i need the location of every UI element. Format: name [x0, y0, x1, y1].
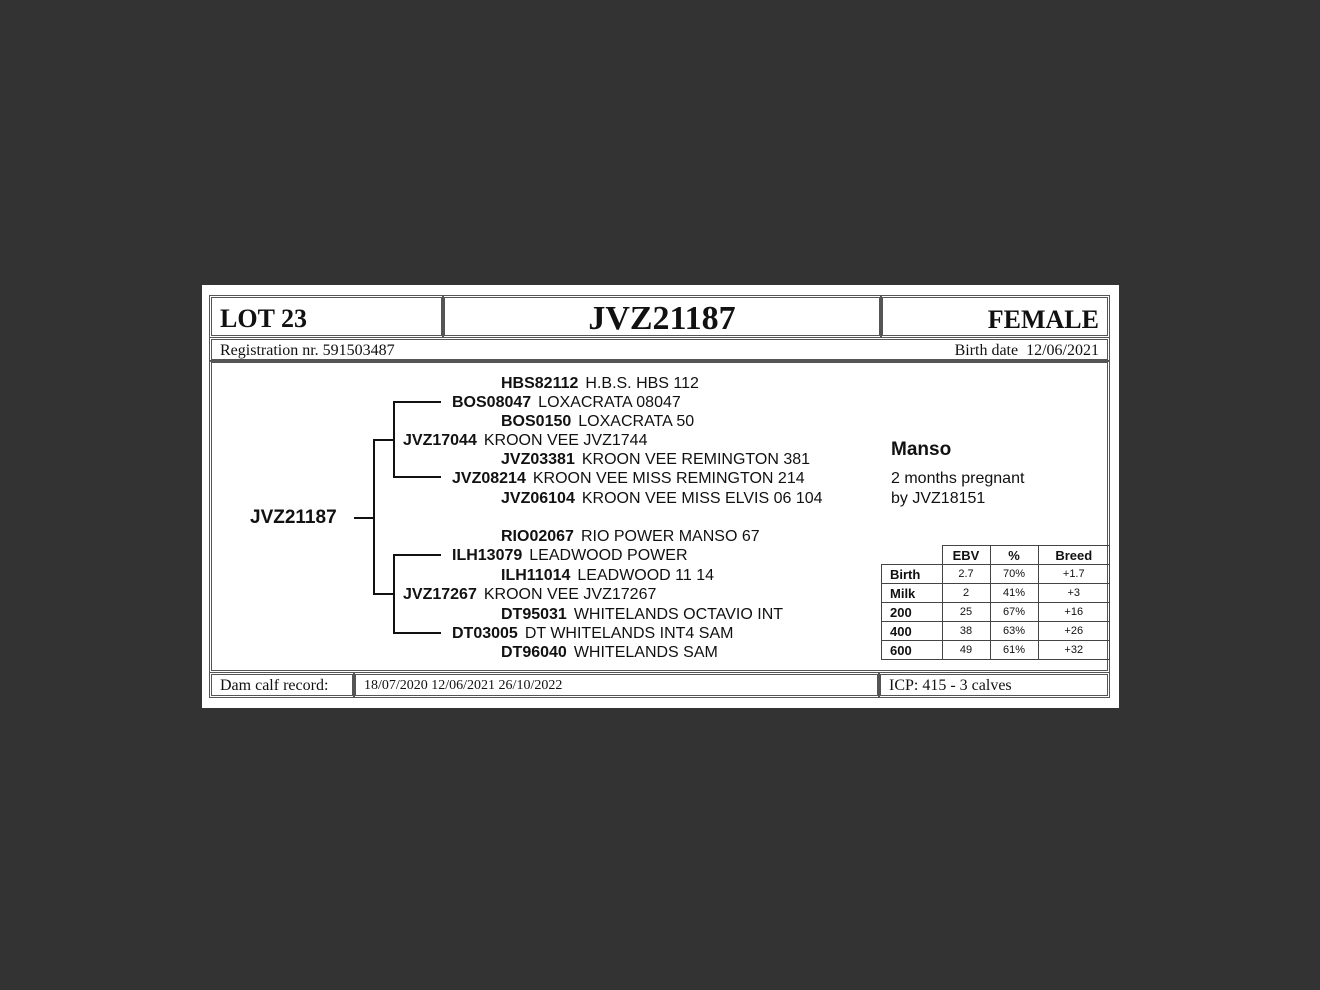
icp-box [878, 672, 1110, 698]
pedigree-sire-sire-sire: HBS82112 H.B.S. HBS 112 [501, 375, 699, 392]
calf-dates-box [353, 672, 880, 698]
lot-label: LOT 23 [220, 304, 307, 333]
calf-label-box [209, 672, 355, 698]
pedigree-sire-dam-dam: JVZ06104 KROON VEE MISS ELVIS 06 104 [501, 490, 823, 507]
pedigree-sire: JVZ17044 KROON VEE JVZ1744 [403, 432, 648, 449]
pedigree-subject: JVZ21187 [250, 507, 337, 528]
birth-date: Birth date 12/06/2021 [954, 342, 1099, 359]
pedigree-sire-dam: JVZ08214 KROON VEE MISS REMINGTON 214 [452, 470, 805, 487]
notes-service-sire: by JVZ18151 [891, 490, 986, 507]
pedigree-dam-dam-dam: DT96040 WHITELANDS SAM [501, 644, 718, 661]
pedigree-dam: JVZ17267 KROON VEE JVZ17267 [403, 586, 657, 603]
sire-vertical [393, 401, 395, 478]
gen1-vertical [373, 439, 375, 595]
pedigree-sire-sire: BOS08047 LOXACRATA 08047 [452, 394, 681, 411]
calf-record-dates: 18/07/2020 12/06/2021 26/10/2022 [364, 678, 563, 693]
ebv-table [881, 545, 1110, 660]
ebv-row: Birth 2.7 70% +1.7 [882, 565, 1110, 584]
pedigree-dam-dam-sire: DT95031 WHITELANDS OCTAVIO INT [501, 606, 784, 623]
sire-dam-branch [393, 476, 441, 478]
dam-dam-branch [393, 632, 441, 634]
notes-title: Manso [891, 439, 952, 460]
pedigree-dam-sire-sire: RIO02067 RIO POWER MANSO 67 [501, 528, 760, 545]
registration-number: Registration nr. 591503487 [220, 342, 395, 359]
pedigree-card [202, 285, 1119, 708]
pedigree-dam-dam: DT03005 DT WHITELANDS INT4 SAM [452, 625, 734, 642]
dam-branch [373, 593, 393, 595]
ebv-col-pct: % [990, 546, 1038, 565]
pedigree-sire-dam-sire: JVZ03381 KROON VEE REMINGTON 381 [501, 451, 811, 468]
sire-branch [373, 439, 393, 441]
ebv-row: 600 49 61% +32 [882, 641, 1110, 660]
icp-summary: ICP: 415 - 3 calves [889, 677, 1012, 694]
ebv-col-ebv: EBV [942, 546, 990, 565]
ebv-row: 400 38 63% +26 [882, 622, 1110, 641]
dam-sire-branch [393, 554, 441, 556]
pedigree-dam-sire-dam: ILH11014 LEADWOOD 11 14 [501, 567, 715, 584]
sire-sire-branch [393, 401, 441, 403]
ebv-col-breed: Breed [1038, 546, 1110, 565]
animal-id-box [442, 295, 882, 338]
notes-pregnancy: 2 months pregnant [891, 470, 1025, 487]
sex-label: FEMALE [987, 305, 1099, 334]
dam-vertical [393, 554, 395, 633]
registration-box [209, 337, 1110, 362]
animal-id-title: JVZ21187 [588, 300, 736, 337]
calf-record-label: Dam calf record: [220, 677, 329, 694]
pedigree-dam-sire: ILH13079 LEADWOOD POWER [452, 547, 688, 564]
ebv-row: 200 25 67% +16 [882, 603, 1110, 622]
sex-box [880, 295, 1110, 338]
ebv-row: Milk 2 41% +3 [882, 584, 1110, 603]
pedigree-sire-sire-dam: BOS0150 LOXACRATA 50 [501, 413, 695, 430]
lot-box [209, 295, 444, 338]
ebv-header-row [882, 546, 1110, 565]
subject-connector [354, 517, 374, 519]
